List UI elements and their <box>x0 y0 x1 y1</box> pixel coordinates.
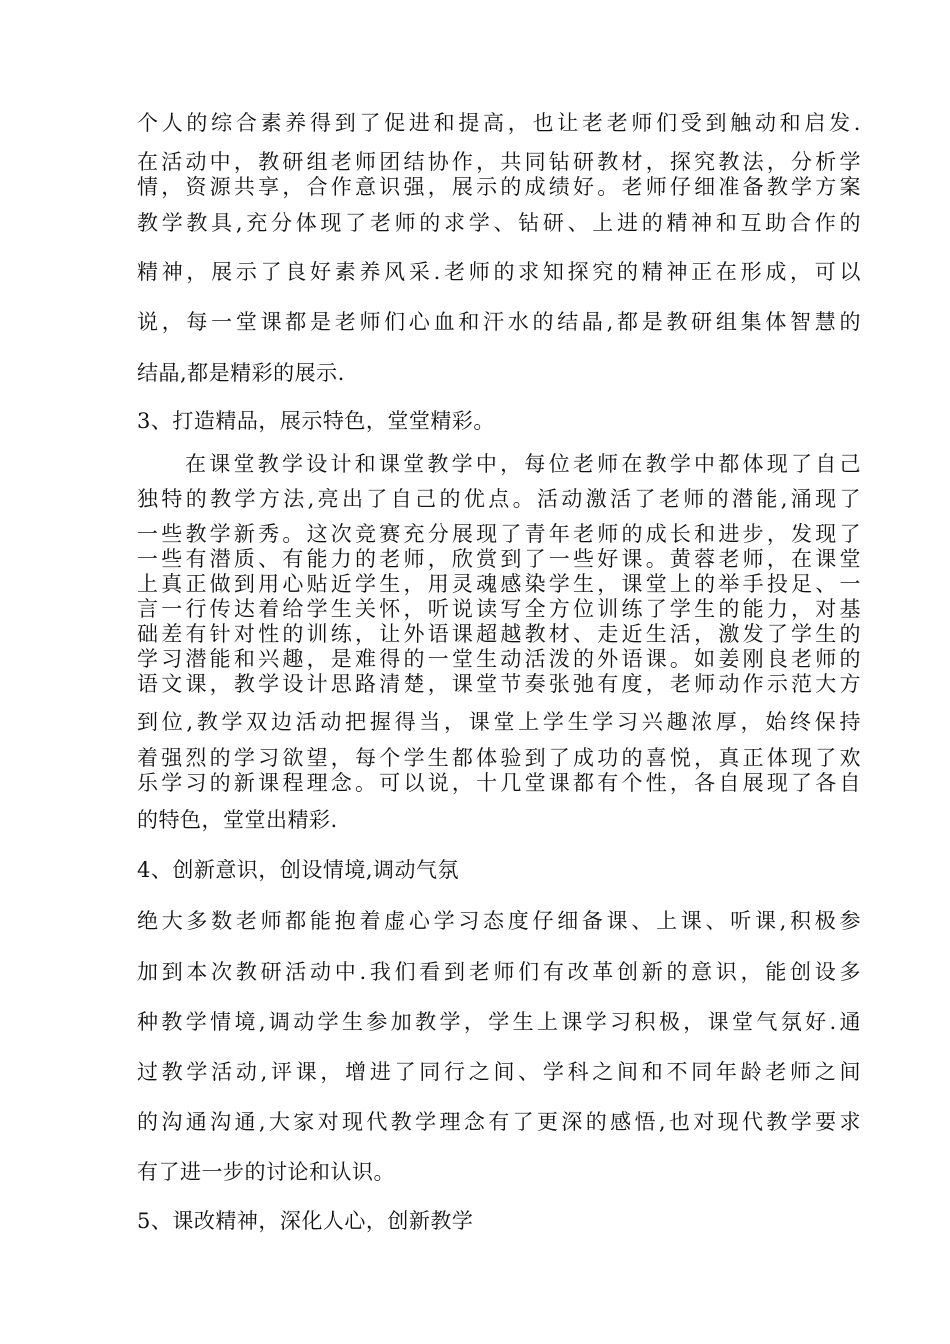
text-line: 绝大多数老师都能抱着虚心学习态度仔细备课、上课、听课,积极参 <box>137 909 861 933</box>
text-line: 言一行传达着给学生关怀，听说读写全方位训练了学生的能力，对基 <box>137 597 861 621</box>
text-line: 种教学情境,调动学生参加教学，学生上课学习积极，课堂气氛好.通 <box>137 1010 861 1034</box>
section-heading: 5、课改精神，深化人心，创新教学 <box>137 1209 474 1233</box>
text-line: 在课堂教学设计和课堂教学中，每位老师在教学中都体现了自己 <box>185 452 861 476</box>
text-line: 语文课，教学设计思路清楚，课堂节奏张弛有度，老师动作示范大方 <box>137 672 861 696</box>
text-line: 精神，展示了良好素养风采.老师的求知探究的精神正在形成，可以 <box>137 260 861 284</box>
text-line: 教学教具,充分体现了老师的求学、钻研、上进的精神和互助合作的 <box>137 211 861 235</box>
text-line: 说，每一堂课都是老师们心血和汗水的结晶,都是教研组集体智慧的 <box>137 310 861 334</box>
text-line: 到位,教学双边活动把握得当，课堂上学生学习兴趣浓厚，始终保持 <box>137 710 861 734</box>
text-line: 着强烈的学习欲望，每个学生都体验到了成功的喜悦，真正体现了欢 <box>137 746 861 770</box>
text-line: 础差有针对性的训练，让外语课超越教材、走近生活，激发了学生的 <box>137 622 861 646</box>
text-line: 上真正做到用心贴近学生，用灵魂感染学生，课堂上的举手投足、一 <box>137 572 861 596</box>
text-line: 学习潜能和兴趣，是难得的一堂生动活泼的外语课。如姜刚良老师的 <box>137 647 861 671</box>
text-line: 情，资源共享，合作意识强，展示的成绩好。老师仔细准备教学方案 <box>137 175 861 199</box>
text-line: 结晶,都是精彩的展示. <box>137 361 345 385</box>
text-line: 独特的教学方法,亮出了自己的优点。活动激活了老师的潜能,涌现了 <box>137 487 861 511</box>
text-line: 个人的综合素养得到了促进和提高，也让老老师们受到触动和启发. <box>137 111 861 135</box>
text-line: 有了进一步的讨论和认识。 <box>137 1160 395 1184</box>
text-line: 乐学习的新课程理念。可以说，十几堂课都有个性，各自展现了各自 <box>137 771 861 795</box>
text-line: 过教学活动,评课，增进了同行之间、学科之间和不同年龄老师之间 <box>137 1060 861 1084</box>
section-heading: 4、创新意识，创设情境,调动气氛 <box>137 858 460 882</box>
section-heading: 3、打造精品，展示特色，堂堂精彩。 <box>137 409 495 433</box>
text-line: 在活动中，教研组老师团结协作，共同钻研教材，探究教法，分析学 <box>137 150 861 174</box>
text-line: 一些有潜质、有能力的老师，欣赏到了一些好课。黄蓉老师，在课堂 <box>137 547 861 571</box>
text-line: 一些教学新秀。这次竞赛充分展现了青年老师的成长和进步，发现了 <box>137 522 861 546</box>
text-line: 加到本次教研活动中.我们看到老师们有改革创新的意识，能创设多 <box>137 960 861 984</box>
text-line: 的沟通沟通,大家对现代教学理念有了更深的感悟,也对现代教学要求 <box>137 1110 861 1134</box>
text-line: 的特色，堂堂出精彩. <box>137 808 338 832</box>
